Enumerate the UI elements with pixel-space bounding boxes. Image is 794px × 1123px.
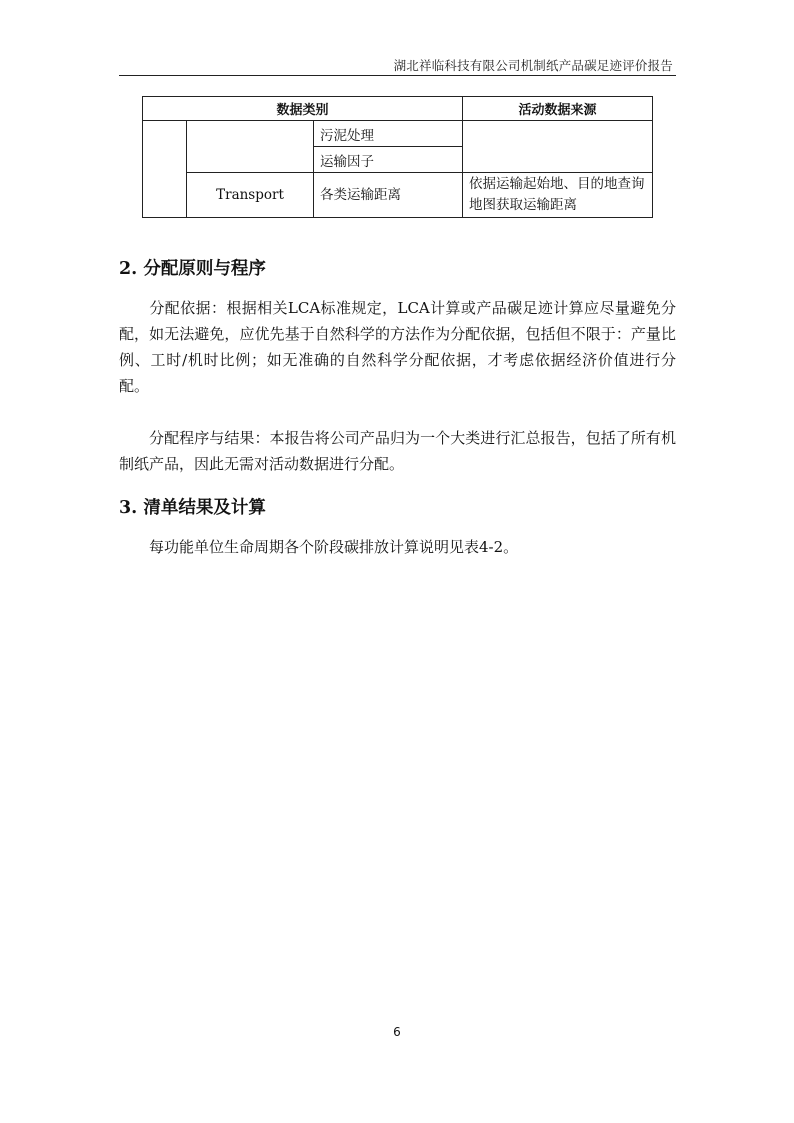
table-cell-item: 运输因子	[314, 147, 463, 173]
page-number: 6	[393, 1025, 401, 1039]
paragraph-allocation-basis	[119, 295, 676, 399]
section-3-title: 3. 清单结果及计算	[119, 498, 266, 518]
table-cell-source: 依据运输起始地、目的地查询地图获取运输距离	[463, 173, 653, 218]
table-cell-category: Transport	[187, 173, 314, 218]
paragraph-inventory-note	[119, 534, 676, 560]
section-2-title: 2. 分配原则与程序	[119, 259, 266, 279]
table-cell-item: 各类运输距离	[314, 173, 463, 218]
paragraph-text: 每功能单位生命周期各个阶段碳排放计算说明见表4-2。	[149, 538, 519, 556]
table-cell-empty	[143, 121, 187, 218]
table-cell-empty	[463, 121, 653, 173]
header-data-category: 数据类别	[143, 97, 463, 121]
table-header-row	[143, 97, 653, 121]
report-header-title: 湖北祥临科技有限公司机制纸产品碳足迹评价报告	[393, 58, 673, 73]
paragraph-text: 分配依据：根据相关LCA标准规定，LCA计算或产品碳足迹计算应尽量避免分配，如无法避免，应优先基于自然科学的方法作为分配依据，包括但不限于：产量比例、工时/机时比例；如无准确的自然科学分配依据，才考虑依据经济价值进行分配。	[119, 299, 676, 395]
table-row	[143, 173, 653, 218]
table-row	[143, 121, 653, 147]
paragraph-allocation-result	[119, 425, 676, 477]
header-divider	[119, 75, 676, 76]
paragraph-text: 分配程序与结果：本报告将公司产品归为一个大类进行汇总报告，包括了所有机制纸产品，因此无需对活动数据进行分配。	[119, 429, 676, 473]
header-activity-source: 活动数据来源	[463, 97, 653, 121]
table-cell-item: 污泥处理	[314, 121, 463, 147]
data-source-table	[142, 96, 653, 218]
table-cell-empty	[187, 121, 314, 173]
